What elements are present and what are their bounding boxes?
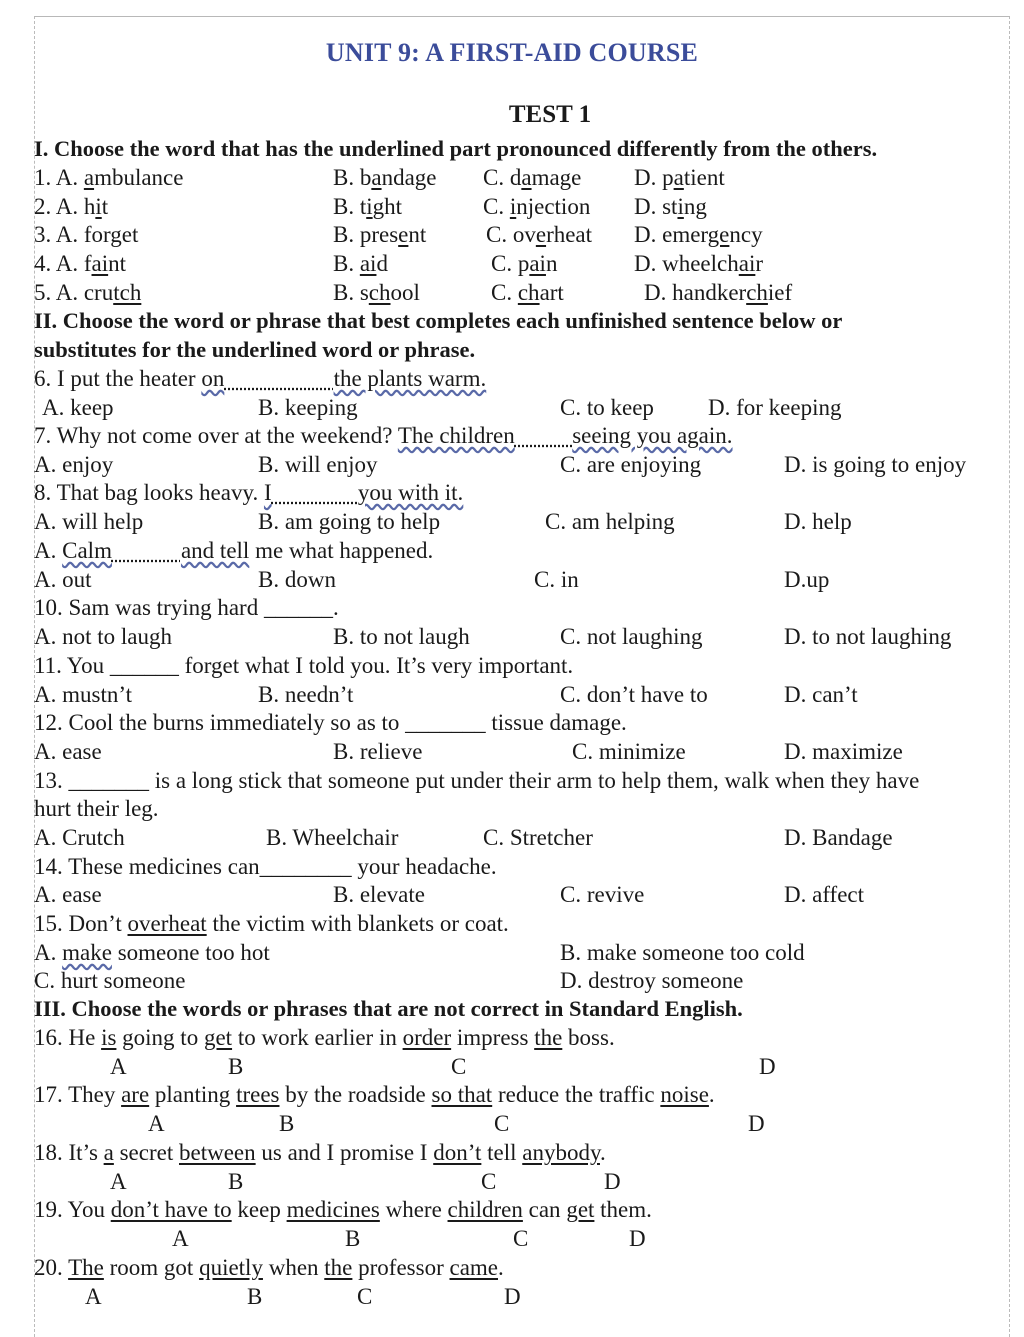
sentence-text: can bbox=[522, 1197, 567, 1222]
sentence-text: . bbox=[498, 1255, 504, 1280]
question-6: 6. I put the heater on the plants warm. bbox=[34, 366, 487, 391]
underlined-part: order bbox=[402, 1025, 452, 1050]
word-part: D. wheelch bbox=[634, 251, 739, 276]
underlined-part: tch bbox=[113, 280, 142, 305]
underlined-part: ai bbox=[529, 251, 546, 276]
underlined-part: ai bbox=[359, 251, 377, 276]
option-b bbox=[333, 280, 420, 306]
option-a bbox=[34, 165, 183, 191]
word-part: ndage bbox=[381, 165, 437, 190]
option-b: B. needn’t bbox=[258, 682, 354, 707]
option-c: C. hurt someone bbox=[34, 968, 186, 993]
option-d bbox=[644, 280, 792, 306]
underlined-part: the bbox=[324, 1255, 353, 1280]
sentence-text: keep bbox=[231, 1197, 287, 1222]
underlined-part: don’t bbox=[433, 1140, 482, 1165]
question-15: 15. Don’t overheat the victim with blankets or coat. bbox=[34, 911, 509, 936]
underlined-part: anybody bbox=[522, 1140, 600, 1165]
question-14: 14. These medicines can________ your headache. bbox=[34, 854, 497, 879]
option-a bbox=[34, 280, 141, 306]
word-part: C. p bbox=[491, 251, 530, 276]
question-number: 4. A. bbox=[34, 251, 84, 276]
word-part: ncy bbox=[729, 222, 763, 247]
option-c: C. revive bbox=[560, 882, 645, 907]
underlined-part: a bbox=[673, 165, 684, 190]
option-d: D. Bandage bbox=[784, 825, 893, 850]
option-d: D.up bbox=[784, 567, 830, 592]
underlined-part: is bbox=[101, 1025, 117, 1050]
underlined-part: i bbox=[95, 194, 102, 219]
word-part: t bbox=[101, 194, 109, 219]
word-part: ool bbox=[390, 280, 420, 305]
underlined-part: medicines bbox=[286, 1197, 380, 1222]
word-part: ght bbox=[372, 194, 403, 219]
word-part: D. p bbox=[634, 165, 674, 190]
word-part: ng bbox=[683, 194, 707, 219]
option-b: B. elevate bbox=[333, 882, 425, 907]
unit-title: UNIT 9: A FIRST-AID COURSE bbox=[325, 38, 699, 67]
answer-label-b: B bbox=[228, 1169, 244, 1194]
sentence-text: us and I promise I bbox=[255, 1140, 434, 1165]
underlined-part: ge bbox=[707, 222, 730, 247]
underlined-part: i bbox=[509, 194, 517, 219]
underlined-part: noise bbox=[660, 1082, 709, 1107]
option-c bbox=[483, 165, 581, 191]
word-part: D. emer bbox=[634, 222, 708, 247]
word-part: B. pres bbox=[333, 222, 399, 247]
question-13-line-1: 13. _______ is a long stick that someone put under their arm to help them, walk when they have bbox=[34, 768, 920, 793]
underlined-part: the bbox=[534, 1025, 563, 1050]
sentence-text: room got bbox=[103, 1255, 200, 1280]
answer-label-a: A bbox=[172, 1226, 189, 1251]
answer-label-c: C bbox=[451, 1054, 467, 1079]
option-c: C. not laughing bbox=[560, 624, 703, 649]
underlined-part: i bbox=[366, 194, 373, 219]
option-b: B. am going to help bbox=[258, 509, 441, 534]
option-d: D. for keeping bbox=[708, 395, 842, 420]
answer-label-d: D bbox=[504, 1284, 521, 1309]
sentence-text: planting bbox=[149, 1082, 237, 1107]
option-a: A. Crutch bbox=[34, 825, 125, 850]
option-d bbox=[634, 194, 707, 220]
word-part: B. bbox=[333, 251, 360, 276]
option-c: C. to keep bbox=[560, 395, 654, 420]
underlined-part: a bbox=[371, 165, 382, 190]
option-b bbox=[333, 251, 388, 277]
underlined-part: e bbox=[398, 222, 409, 247]
option-text: someone too hot bbox=[111, 940, 270, 965]
underlined-part: quietly bbox=[199, 1255, 263, 1280]
answer-label-a: A bbox=[110, 1169, 127, 1194]
option-letter: A. bbox=[34, 940, 63, 965]
underlined-part: a bbox=[103, 1140, 114, 1165]
question-17 bbox=[34, 1082, 715, 1108]
option-d: D. maximize bbox=[784, 739, 903, 764]
underlined-part: trees bbox=[236, 1082, 280, 1107]
underlined-part: i bbox=[677, 194, 684, 219]
word-part: mage bbox=[531, 165, 582, 190]
answer-label-a: A bbox=[148, 1111, 165, 1136]
option-d: D. can’t bbox=[784, 682, 858, 707]
option-a: A. ease bbox=[34, 882, 102, 907]
question-19 bbox=[34, 1197, 652, 1223]
option-d: D. to not laughing bbox=[784, 624, 952, 649]
test-title: TEST 1 bbox=[508, 101, 592, 128]
option-c: C. minimize bbox=[572, 739, 686, 764]
option-b: B. will enjoy bbox=[258, 452, 378, 477]
sentence-text: 19. You bbox=[34, 1197, 111, 1222]
underlined-part: The bbox=[68, 1255, 104, 1280]
option-a bbox=[34, 194, 108, 220]
answer-label-c: C bbox=[481, 1169, 497, 1194]
underlined-part: a bbox=[83, 165, 95, 190]
section-3-heading: III. Choose the words or phrases that are not correct in Standard English. bbox=[34, 996, 743, 1021]
word-part: nt bbox=[408, 222, 427, 247]
option-b: B. down bbox=[258, 567, 336, 592]
option-b: B. keeping bbox=[258, 395, 358, 420]
underlined-part: came bbox=[449, 1255, 498, 1280]
word-part: C. d bbox=[483, 165, 522, 190]
option-c: C. in bbox=[534, 567, 579, 592]
word-part: d bbox=[376, 251, 388, 276]
option-a: A. not to laugh bbox=[34, 624, 172, 649]
underlined-part: make bbox=[62, 940, 112, 965]
underlined-part: ai bbox=[91, 251, 109, 276]
option-c bbox=[486, 222, 592, 248]
word-part: C. bbox=[491, 280, 518, 305]
sentence-text: 17. They bbox=[34, 1082, 122, 1107]
sentence-text: 18. It’s bbox=[34, 1140, 104, 1165]
sentence-text: tell bbox=[481, 1140, 523, 1165]
answer-label-d: D bbox=[748, 1111, 765, 1136]
sentence-text: to work earlier in bbox=[232, 1025, 403, 1050]
option-d: D. affect bbox=[784, 882, 865, 907]
question-16 bbox=[34, 1025, 615, 1051]
sentence-text: 20. bbox=[34, 1255, 69, 1280]
option-a: A. ease bbox=[34, 739, 102, 764]
sentence-text: . bbox=[599, 1140, 606, 1165]
answer-label-c: C bbox=[513, 1226, 529, 1251]
sentence-text: them. bbox=[594, 1197, 652, 1222]
option-a: A. keep bbox=[42, 395, 114, 420]
question-7: 7. Why not come over at the weekend? The children seeing you again. bbox=[34, 423, 733, 448]
sentence-text: by the roadside bbox=[279, 1082, 432, 1107]
underlined-part: get bbox=[566, 1197, 595, 1222]
option-a: A. out bbox=[34, 567, 92, 592]
option-b bbox=[333, 194, 402, 220]
underlined-part: get bbox=[203, 1025, 233, 1050]
option-a bbox=[34, 222, 138, 248]
answer-label-d: D bbox=[759, 1054, 776, 1079]
word-part: rheat bbox=[546, 222, 593, 247]
word-part: h bbox=[83, 194, 96, 219]
sentence-text: secret bbox=[113, 1140, 179, 1165]
sentence-text: 16. He bbox=[34, 1025, 102, 1050]
option-b: B. Wheelchair bbox=[266, 825, 399, 850]
answer-label-d: D bbox=[629, 1226, 646, 1251]
word-part: tient bbox=[683, 165, 725, 190]
underlined-part: children bbox=[447, 1197, 523, 1222]
option-c bbox=[483, 194, 590, 220]
underlined-part: ch bbox=[746, 280, 768, 305]
sentence-text: when bbox=[262, 1255, 325, 1280]
question-11: 11. You ______ forget what I told you. It’s very important. bbox=[34, 653, 574, 678]
option-c: C. don’t have to bbox=[560, 682, 708, 707]
question-10: 10. Sam was trying hard ______. bbox=[34, 595, 339, 620]
answer-label-a: A bbox=[85, 1284, 102, 1309]
underlined-part: ai bbox=[738, 251, 756, 276]
word-part: r bbox=[755, 251, 764, 276]
option-c bbox=[491, 280, 564, 306]
word-part: et bbox=[121, 222, 139, 247]
question-8: 8. That bag looks heavy. I you with it. bbox=[34, 480, 464, 505]
underlined-part: between bbox=[179, 1140, 256, 1165]
question-12: 12. Cool the burns immediately so as to _______ tissue damage. bbox=[34, 710, 627, 735]
word-part: art bbox=[539, 280, 564, 305]
underlined-part: a bbox=[521, 165, 532, 190]
question-18 bbox=[34, 1140, 606, 1166]
option-c bbox=[491, 251, 557, 277]
question-13-line-2: hurt their leg. bbox=[34, 796, 159, 821]
underlined-part: e bbox=[535, 222, 547, 247]
underlined-part: ch bbox=[368, 280, 391, 305]
sentence-text: professor bbox=[352, 1255, 450, 1280]
answer-label-b: B bbox=[345, 1226, 361, 1251]
question-number: 2. A. bbox=[34, 194, 84, 219]
question-9: A. Calm and tell me what happened. bbox=[34, 538, 434, 563]
answer-label-b: B bbox=[279, 1111, 295, 1136]
sentence-text: impress bbox=[451, 1025, 535, 1050]
option-d bbox=[634, 165, 725, 191]
option-a bbox=[34, 940, 270, 966]
sentence-text: boss. bbox=[562, 1025, 615, 1050]
option-c: C. am helping bbox=[545, 509, 675, 534]
section-2-heading-line-1: II. Choose the word or phrase that best completes each unfinished sentence below or bbox=[34, 308, 843, 333]
option-d bbox=[634, 222, 763, 248]
option-a bbox=[34, 251, 126, 277]
answer-label-d: D bbox=[604, 1169, 621, 1194]
word-part: C. bbox=[483, 194, 510, 219]
underlined-part: g bbox=[110, 222, 122, 247]
word-part: njection bbox=[516, 194, 591, 219]
option-b bbox=[333, 222, 426, 248]
underlined-part: ch bbox=[517, 280, 540, 305]
word-part: mbulance bbox=[94, 165, 184, 190]
question-number: 1. A. bbox=[34, 165, 84, 190]
word-part: for bbox=[83, 222, 111, 247]
underlined-part: don’t have to bbox=[110, 1197, 232, 1222]
sentence-text: reduce the traffic bbox=[492, 1082, 661, 1107]
word-part: C. ov bbox=[486, 222, 536, 247]
word-part: n bbox=[545, 251, 558, 276]
answer-label-b: B bbox=[228, 1054, 244, 1079]
section-2-heading-line-2: substitutes for the underlined word or phrase. bbox=[34, 337, 476, 362]
word-part: nt bbox=[108, 251, 127, 276]
word-part: B. t bbox=[333, 194, 367, 219]
underlined-part: are bbox=[121, 1082, 150, 1107]
word-part: cru bbox=[83, 280, 114, 305]
option-b bbox=[333, 165, 436, 191]
word-part: f bbox=[83, 251, 92, 276]
option-d: D. help bbox=[784, 509, 852, 534]
option-a: A. mustn’t bbox=[34, 682, 132, 707]
option-a: A. will help bbox=[34, 509, 144, 534]
word-part: B. s bbox=[333, 280, 369, 305]
word-part: D. handker bbox=[644, 280, 747, 305]
option-d bbox=[634, 251, 763, 277]
section-1-heading: I. Choose the word that has the underlined part pronounced differently from the others. bbox=[34, 136, 878, 161]
question-number: 3. A. bbox=[34, 222, 84, 247]
answer-label-a: A bbox=[110, 1054, 127, 1079]
option-d: D. destroy someone bbox=[560, 968, 744, 993]
question-number: 5. A. bbox=[34, 280, 84, 305]
option-b: B. relieve bbox=[333, 739, 423, 764]
option-c: C. Stretcher bbox=[483, 825, 593, 850]
underlined-part: so that bbox=[431, 1082, 493, 1107]
sentence-text: going to bbox=[116, 1025, 204, 1050]
option-b: B. make someone too cold bbox=[560, 940, 805, 965]
option-b: B. to not laugh bbox=[333, 624, 470, 649]
sentence-text: . bbox=[708, 1082, 715, 1107]
option-a: A. enjoy bbox=[34, 452, 114, 477]
word-part: B. b bbox=[333, 165, 372, 190]
question-20 bbox=[34, 1255, 504, 1281]
option-d: D. is going to enjoy bbox=[784, 452, 967, 477]
answer-label-c: C bbox=[357, 1284, 373, 1309]
word-part: D. st bbox=[634, 194, 678, 219]
sentence-text: where bbox=[379, 1197, 448, 1222]
answer-label-b: B bbox=[247, 1284, 263, 1309]
word-part: ief bbox=[767, 280, 793, 305]
option-c: C. are enjoying bbox=[560, 452, 702, 477]
answer-label-c: C bbox=[494, 1111, 510, 1136]
